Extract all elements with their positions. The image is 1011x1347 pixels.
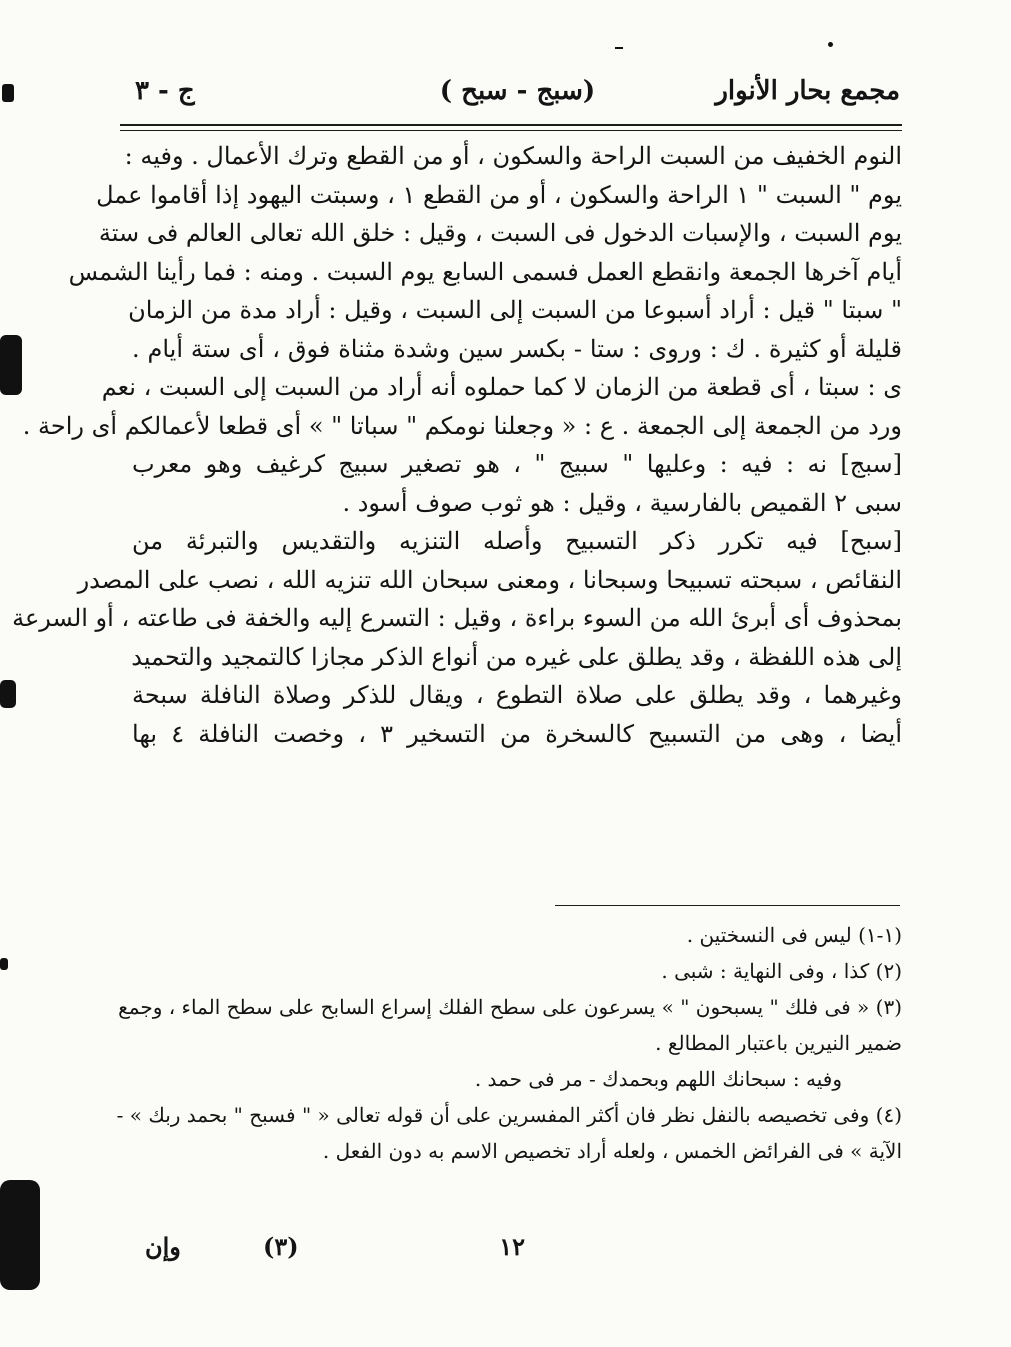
entry-sabij-line: [سبج] نه : فيه : وعليها " سبيج " ، هو تصغير سبيج كرغيف وهو معرب <box>132 450 902 478</box>
entry-range: (سبج - سبح ) <box>439 76 596 106</box>
entry-sabih-line: بمحذوف أى أبرئ الله من السوء براءة ، وقيل : التسرع إليه والخفة فى طاعته ، أو السرعة <box>12 604 902 632</box>
entry-sabih-line: إلى هذه اللفظة ، وقد يطلق على غيره من أنواع الذكر مجازا كالتمجيد والتحميد <box>131 642 902 671</box>
footnote-line: (٤) وفى تخصيصه بالنفل نظر فان أكثر المفسرين على أن قوله تعالى « " فسبح " بحمد ربك » - <box>116 1103 902 1127</box>
main-text <box>12 137 902 753</box>
footnote-line: الآية » فى الفرائض الخمس ، ولعله أراد تخصيص الاسم به دون الفعل . <box>322 1139 902 1163</box>
footnote-line: (١-١) ليس فى النسختين . <box>686 923 902 947</box>
entry-sabij-line: سبى ٢ القميص بالفارسية ، وقيل : هو ثوب صوف أسود . <box>342 488 902 517</box>
text-line: يوم السبت ، والإسبات الدخول فى السبت ، وقيل : خلق الله تعالى العالم فى ستة <box>98 219 902 247</box>
footnote-line: (٣) « فى فلك " يسبحون " » يسرعون على سطح الفلك إسراع السابح على سطح الماء ، وجمع <box>118 995 902 1019</box>
volume-number: ج - ٣ <box>135 76 195 106</box>
catchword: وإن <box>145 1232 181 1261</box>
edge-blot <box>0 680 16 708</box>
scan-speck <box>828 42 833 47</box>
header-rule <box>120 124 902 126</box>
scan-speck <box>615 47 623 49</box>
page-number: ١٢ <box>499 1232 525 1261</box>
footnote-line: وفيه : سبحانك اللهم وبحمدك - مر فى حمد . <box>474 1067 842 1091</box>
entry-sabih-line: [سبح] فيه تكرر ذكر التسبيح وأصله التنزيه والتقديس والتبرئة من <box>132 527 902 555</box>
footnote-line: ضمير النيرين باعتبار المطالع . <box>655 1031 902 1055</box>
text-line: ورد من الجمعة إلى الجمعة . ع : « وجعلنا نومكم " سباتا " » أى قطعا لأعمالكم أى راحة . <box>22 411 902 440</box>
footnote-rule <box>555 905 900 906</box>
signature-mark: (٣) <box>263 1232 299 1261</box>
entry-sabih-line: وغيرهما ، وقد يطلق على صلاة التطوع ، ويقال للذكر وصلاة النافلة سبحة <box>132 681 902 709</box>
entry-sabih-line: النقائص ، سبحته تسبيحا وسبحانا ، ومعنى سبحان الله تنزيه الله ، نصب على المصدر <box>77 565 902 594</box>
running-header <box>135 70 900 120</box>
footnotes <box>116 917 902 1169</box>
footnote-line: (٢) كذا ، وفى النهاية : شبى . <box>661 959 902 983</box>
text-line: يوم " السبت " ١ الراحة والسكون ، أو من القطع ١ ، وسبتت اليهود إذا أقاموا عمل <box>96 180 902 209</box>
header-rule-thin <box>120 130 902 131</box>
page-footer <box>145 1232 525 1272</box>
edge-blot <box>2 84 14 102</box>
edge-blot <box>0 335 22 395</box>
edge-blot <box>0 1180 40 1290</box>
text-line: " سبتا " قيل : أراد أسبوعا من السبت إلى السبت ، وقيل : أراد مدة من الزمان <box>128 296 902 324</box>
edge-blot <box>0 958 8 970</box>
book-title: مجمع بحار الأنوار <box>715 76 900 106</box>
text-line: أيام آخرها الجمعة وانقطع العمل فسمى السابع يوم السبت . ومنه : فما رأينا الشمس <box>68 257 902 286</box>
entry-sabih-line: أيضا ، وهى من التسبيح كالسخرة من التسخير ٣ ، وخصت النافلة ٤ بها <box>132 719 902 748</box>
text-line: قليلة أو كثيرة . ك : وروى : ستا - بكسر سين وشدة مثناة فوق ، أى ستة أيام . <box>132 334 902 363</box>
text-line: النوم الخفيف من السبت الراحة والسكون ، أو من القطع وترك الأعمال . وفيه : <box>124 142 902 170</box>
text-line: ى : سبتا ، أى قطعة من الزمان لا كما حملوه أنه أراد من السبت إلى السبت ، نعم <box>101 373 902 401</box>
